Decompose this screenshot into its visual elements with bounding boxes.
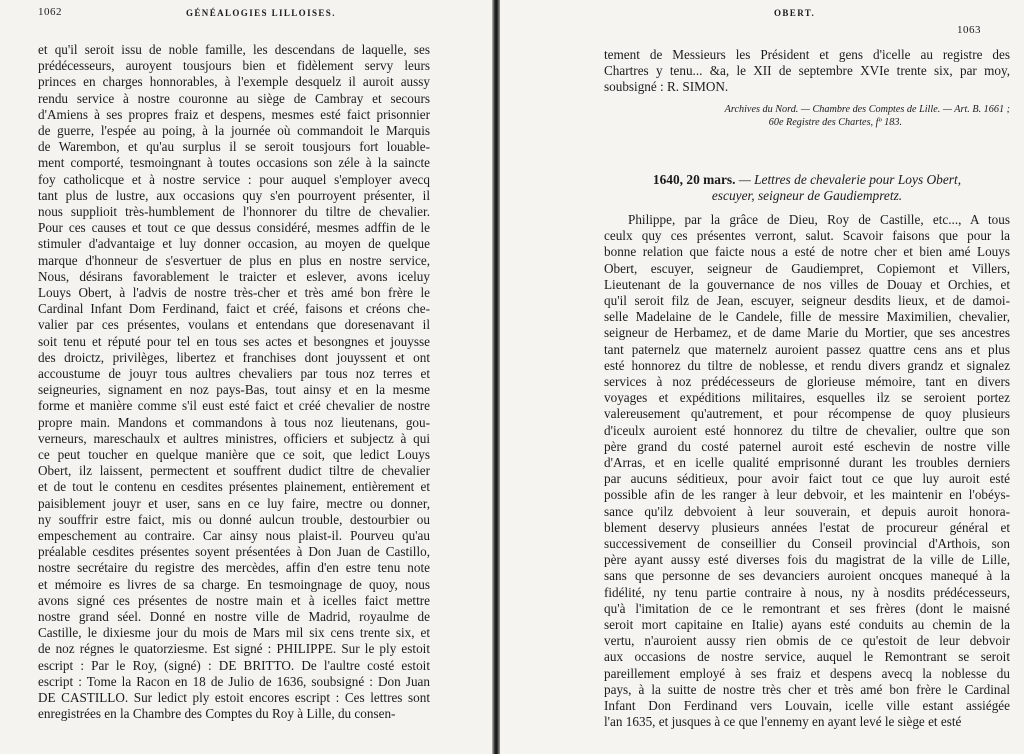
text-line: Chartres y tenu... &a, le XII de septembre XVIe trente six, par moy, <box>604 63 1010 78</box>
text-line: tant plus de lustre, aux occasions quy s'en pourroyent présenter, il <box>38 187 430 203</box>
text-line: ce peut toucher en quelque manière que ce soit, que ledict Louys <box>38 447 430 462</box>
text-line: selle Madelaine de le Candele, fille de messire Maximilien, chevalier, <box>604 309 1010 325</box>
text-line: marque d'honneur de s'esvertuer de plus en plus en nostre service, <box>38 252 430 268</box>
text-line: d'iceulx auroient esté honnorez du tiltre de chevalier, oultre que son <box>604 422 1010 438</box>
text-line: sans que personne de ses devanciers auroient oncques manequé à la <box>604 568 1010 584</box>
heading-date: 1640, 20 mars. <box>652 172 736 187</box>
text-line: fidélité, ny tenu partie contraire à nous, ny à nosdits prédécesseurs, <box>604 584 1010 600</box>
text-line: voyages et expéditions militaires, esquelles ilz se seroient portez <box>604 390 1010 406</box>
text-line: d'Arras, et en icelle qualité emprisonné durant les troubles derniers <box>604 455 1010 470</box>
text-line: accoustume de jouyr tous aultres chevaliers par tous noz terres et <box>38 366 430 381</box>
text-line: Pour ces causes et tout ce que dessus considéré, mesmes adffin de le <box>38 220 430 236</box>
text-line: Nous, désirans favorablement le traicter et eslever, avons iceluy <box>38 268 430 284</box>
text-line: nous supplioit très-humblement de l'honnorer du tiltre de chevalier. <box>38 204 430 219</box>
source-note-line: 60e Registre des Chartes, fº 183. <box>768 117 902 128</box>
text-line: Philippe, par la grâce de Dieu, Roy de Castille, etc..., A tous <box>628 212 1010 227</box>
text-line: DE CASTILLO. Sur ledict ply estoit encores escript : Ces lettres sont <box>38 690 430 705</box>
text-line: soit tenu et réputé pour tel en tous ses actes et besongnes et jouysse <box>38 333 430 349</box>
text-line: sance qu'ilz debvoient à leur souverain, et depuis auroit honora- <box>604 503 1010 519</box>
right-folio: 1063 <box>957 24 981 36</box>
text-line: paisiblement jouyr et user, sans en ce luy faire, mectre ou donner, <box>38 495 430 511</box>
text-line: Cardinal Infant Dom Ferdinand, faict et créé, faisons et créons che- <box>38 301 430 317</box>
text-line: tement de Messieurs les Président et gens d'icelle au registre des <box>604 47 1010 62</box>
text-line: nostre grand séel. Donné en nostre ville de Madrid, royaulme de <box>38 609 430 624</box>
text-line: père grand du costé paternel auroit esté eschevin de nostre ville <box>604 438 1010 454</box>
text-line: qu'à l'imitation de ce le remontrant et ses frères (dont le maisné <box>604 600 1010 616</box>
text-line: ny souffrir estre faict, mis ou donné aulcun trouble, destourbier ou <box>38 511 430 527</box>
text-line: l'an 1635, et jusques à ce que l'ennemy en ayant levé le siège et esté <box>604 714 962 730</box>
text-line: tant paternelz que maternelz auroient passez quattre cens ans et plus <box>604 341 1010 357</box>
text-line: aux occasions de nostre service, auquel le Remontrant se seroit <box>604 649 1010 665</box>
section-heading-line2: escuyer, seigneur de Gaudiempretz. <box>711 188 903 203</box>
text-line: bonne relation que faicte nous a esté de notre cher et bien amé Louys <box>604 244 1010 260</box>
text-line: prédécesseurs, auroyent tousjours bien et fidèlement servy leurs <box>38 58 430 74</box>
text-line: valereusement qu'autrement, et pour récompense de quoy plusieurs <box>604 406 1010 422</box>
text-line: de guerre, l'espée au poing, à la journée où commandoit le Marquis <box>38 123 430 138</box>
text-line: Infant Don Ferdinand vers Louvain, icelle ville estant assiégée <box>604 698 1010 713</box>
heading-title: — Lettres de chevalerie pour Loys Obert, <box>735 172 962 187</box>
text-line: pays, à la suitte de nostre très cher et très amé bon frère le Cardinal <box>604 681 1010 697</box>
text-line: escript : Par le Roy, (signé) : DE BRITTO. De l'aultre costé estoit <box>38 657 430 673</box>
text-line: préalable cesdites présentes soyent présentées à Don Juan de Castillo, <box>38 544 430 560</box>
text-line: avons signé ces présentes de nostre main et à icelles faict mettre <box>38 592 430 608</box>
text-line: possible afin de les ranger à leur debvoir, et les maintenir en l'obéys- <box>604 487 1010 503</box>
left-page <box>0 0 492 754</box>
text-line: seroit mort capitaine en Italie) ayans esté conduits au chemin de la <box>604 617 1010 632</box>
section-heading <box>604 172 1010 188</box>
text-line: nostre secrétaire du registre des mercèdes, affin d'en estre tenu note <box>38 560 430 576</box>
text-line: successivement de conseillier du Conseil provincial d'Arthois, son <box>604 536 1010 551</box>
text-line: par aucuns séditieux, pour avoir faict tout ce que luy auroit esté <box>604 471 1010 487</box>
left-running-title: GÉNÉALOGIES LILLOISES. <box>186 8 336 18</box>
text-line: Lieutenant de la gouvernance de nos villes de Douay et Orchies, et <box>604 276 1010 292</box>
text-line: et qu'il seroit issu de noble famille, les descendans de laquelle, ses <box>38 42 430 57</box>
text-line: des droictz, privilèges, libertez et franchises dont jouyssent et ont <box>38 349 430 365</box>
text-line: services à noz prédécesseurs de glorieuse mémoire, tant en divers <box>604 374 1010 389</box>
text-line: ceulx quy ces présentes verront, salut. Scavoir faisons que pour la <box>604 228 1010 244</box>
text-line: seigneuries, signament en noz pays-Bas, tout ainsy et en la mesme <box>38 382 430 398</box>
left-folio: 1062 <box>38 6 62 18</box>
text-line: vertu, n'auroient aussy rien obmis de ce qu'estoit de leur debvoir <box>604 633 1010 649</box>
right-running-title: OBERT. <box>774 8 816 18</box>
text-line: et de tout le contenu en cesdites présentes plainement, entièrement et <box>38 479 430 495</box>
text-line: forme et manière comme s'il eust esté faict et créé chevalier de nostre <box>38 398 430 414</box>
text-line: qu'il seroit filz de Jean, escuyer, seigneur desdits lieux, et de damoi- <box>604 293 1010 308</box>
book-gutter <box>492 0 500 754</box>
text-line: stimuler d'advantaige et luy donner occasion, au moyen de quelque <box>38 236 430 252</box>
text-line: esté honnorez du tiltre de noblesse, et rendu divers grandz et signalez <box>604 357 1010 373</box>
text-line: Obert, ilz laissent, permectent et souffrent dudict tiltre de chevalier <box>38 463 430 479</box>
text-line: foy catholicque et à nostre service : pour auquel s'employer avecq <box>38 171 430 187</box>
text-line: Louys Obert, à l'advis de nostre très-cher et très amé bon frère le <box>38 285 430 300</box>
text-line: empeschement au contraire. Car ainsy nous plaist-il. Pourveu qu'au <box>38 528 430 543</box>
text-line: de Warembon, et qu'au surplus il se seroit tousjours fort louable- <box>38 139 430 155</box>
text-line: pareillement employé à ses fraiz et despens avecq la noblesse du <box>604 665 1010 681</box>
text-line: valier par ces présentes, voulans et entendans que doresenavant il <box>38 317 430 333</box>
text-line: escript : Tome la Racon en 18 de Julio de 1636, soubsigné : Don Juan <box>38 673 430 689</box>
text-line: rendu service à nostre couronne au siège de Cambray et secours <box>38 90 430 106</box>
text-line: propre main. Mandons et commandons à tous noz lieutenans, gou- <box>38 414 430 430</box>
text-line: princes en charges honnorables, à l'exemple desquelz il auroit aussy <box>38 74 430 90</box>
source-note-line: Archives du Nord. — Chambre des Comptes de Lille. — Art. B. 1661 ; <box>724 104 1010 115</box>
text-line: seigneur de Herbamez, et de dame Marie du Mortier, que ses ancestres <box>604 325 1010 341</box>
text-line: de noz régnes le quatorziesme. Est signé : PHILIPPE. Sur le ply estoit <box>38 641 430 657</box>
text-line: verneurs, mareschaulx et aultres ministres, officiers et subjectz à qui <box>38 430 430 446</box>
text-line: ment comporté, tesmoingnant à toutes occasions son zéle à la saincte <box>38 155 430 171</box>
right-page <box>500 0 1024 754</box>
text-line: blement deservy plusieurs années l'estat de procureur général et <box>604 519 1010 535</box>
text-line: enregistrées en la Chambre des Comptes du Roy à Lille, du consen- <box>38 706 396 722</box>
text-line: et mémoire es livres de sa charge. En tesmoingnage de quoy, nous <box>38 576 430 592</box>
text-line: Castille, le dixiesme jour du mois de Mars mil six cens trente six, et <box>38 625 430 641</box>
text-line: d'Amiens à ses propres fraiz et despens, mesmes esté faict prisonnier <box>38 106 430 122</box>
text-line: père ayant aussy esté diverses fois du magistrat de la ville de Lille, <box>604 552 1010 568</box>
text-line: Obert, escuyer, seigneur de Gaudiempret, Copiemont et Villers, <box>604 260 1010 276</box>
text-line: soubsigné : R. SIMON. <box>604 79 729 94</box>
